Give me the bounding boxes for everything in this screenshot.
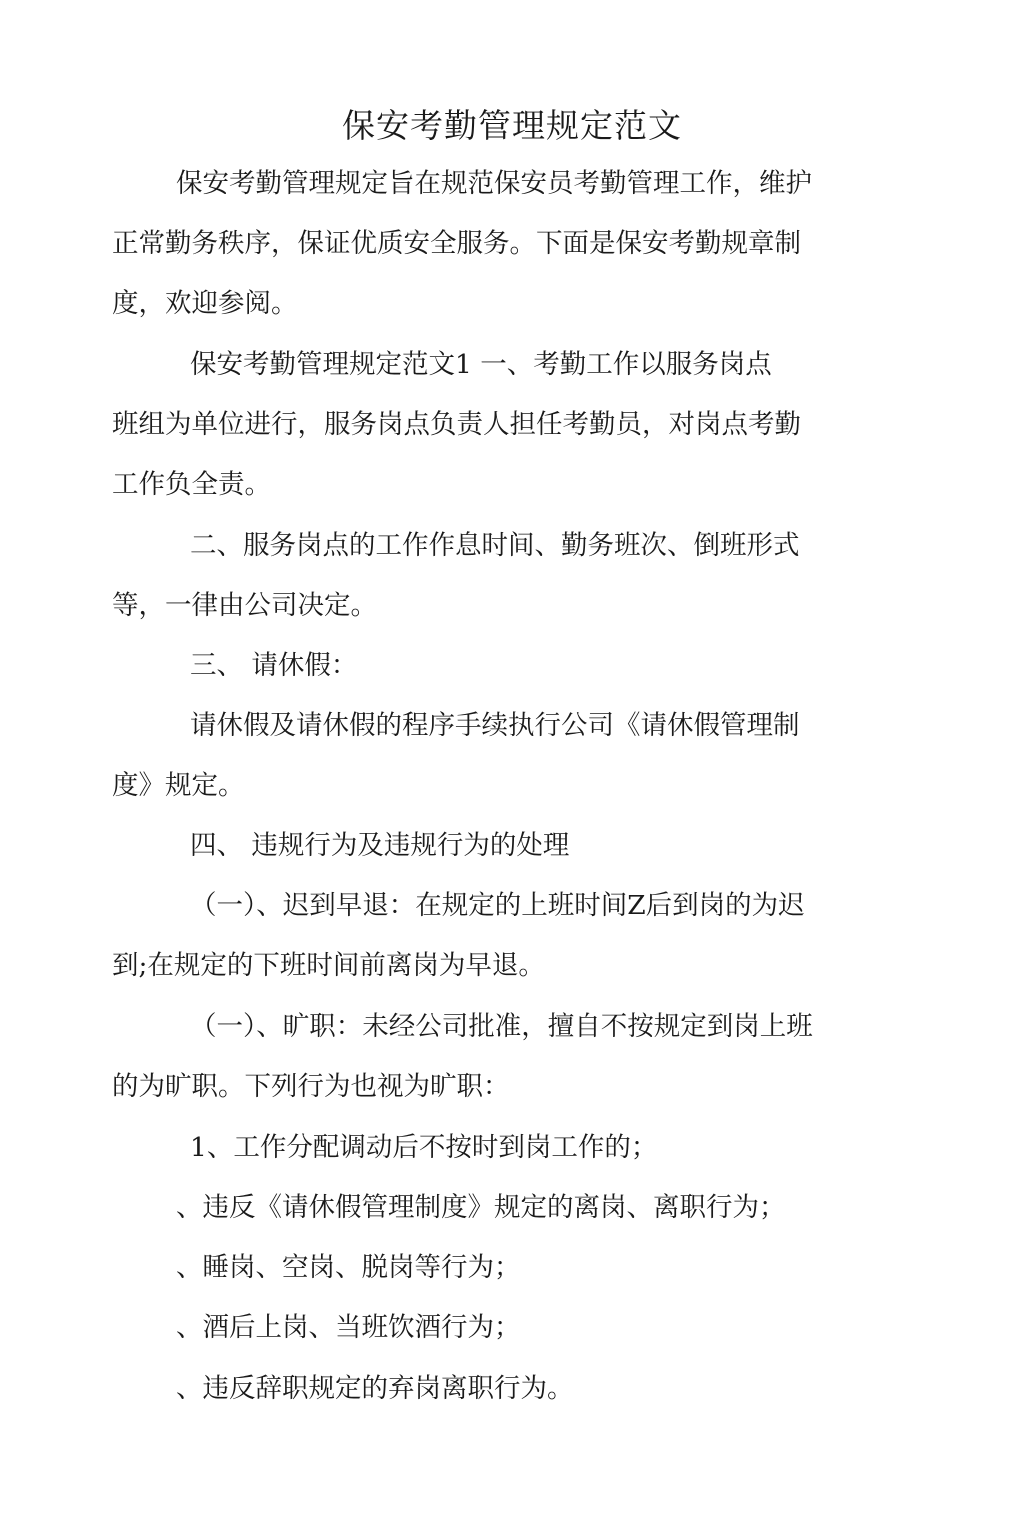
- paragraph-line: 度》规定。: [112, 770, 245, 801]
- paragraph-line: 班组为单位进行，服务岗点负责人担任考勤员，对岗点考勤: [112, 409, 801, 440]
- paragraph-line: 保安考勤管理规定旨在规范保安员考勤管理工作，维护: [176, 168, 812, 199]
- list-item: 、酒后上岗、当班饮酒行为；: [176, 1312, 521, 1343]
- paragraph-line: 等，一律由公司决定。: [112, 590, 377, 621]
- paragraph-line: 四、 违规行为及违规行为的处理: [190, 830, 570, 861]
- list-item: 、违反辞职规定的弃岗离职行为。: [176, 1373, 574, 1404]
- list-item: 1、工作分配调动后不按时到岗工作的；: [190, 1132, 658, 1163]
- paragraph-line: 的为旷职。下列行为也视为旷职：: [112, 1071, 510, 1102]
- paragraph-line: 保安考勤管理规定范文1 一、考勤工作以服务岗点: [190, 349, 772, 380]
- list-item: 、睡岗、空岗、脱岗等行为；: [176, 1252, 521, 1283]
- paragraph-line: 二、服务岗点的工作作息时间、勤务班次、倒班形式: [190, 530, 800, 561]
- paragraph-line: 工作负全责。: [112, 469, 271, 500]
- paragraph-line: 请休假及请休假的程序手续执行公司《请休假管理制: [190, 710, 800, 741]
- paragraph-line: 正常勤务秩序，保证优质安全服务。下面是保安考勤规章制: [112, 228, 801, 259]
- document-title: 保安考勤管理规定范文: [342, 106, 682, 145]
- paragraph-line: 到;在规定的下班时间前离岗为早退。: [112, 950, 545, 981]
- paragraph-line: 三、 请休假：: [190, 650, 358, 681]
- paragraph-line: 度，欢迎参阅。: [112, 288, 298, 319]
- list-item: 、违反《请休假管理制度》规定的离岗、离职行为；: [176, 1192, 786, 1223]
- paragraph-line: （一）、旷职：未经公司批准，擅自不按规定到岗上班: [190, 1011, 813, 1042]
- paragraph-line: （一）、迟到早退：在规定的上班时间Z后到岗的为迟: [190, 890, 805, 921]
